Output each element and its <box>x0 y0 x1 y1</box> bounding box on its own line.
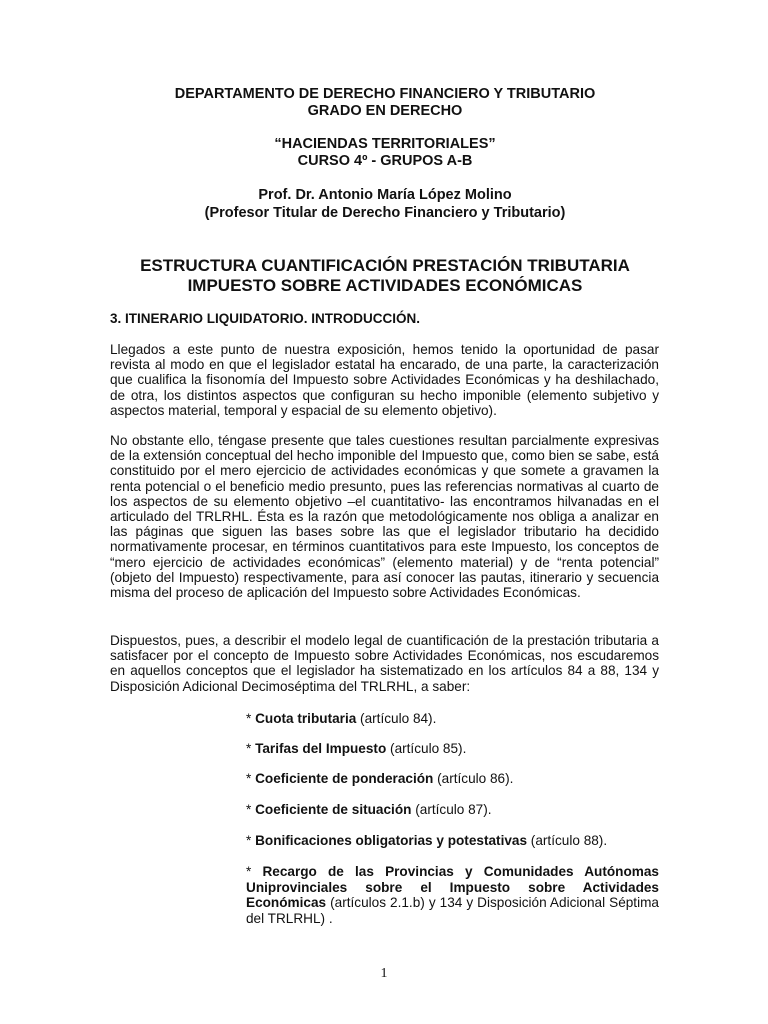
list-item-tarifas <box>246 741 659 757</box>
list-item-term: Cuota tributaria <box>255 711 357 726</box>
list-item-reference: (artículo 84). <box>356 711 437 726</box>
list-bullet: * <box>246 711 256 726</box>
list-item-reference: (artículo 85). <box>386 741 467 756</box>
list-item-term: Coeficiente de ponderación <box>255 771 434 786</box>
list-item-reference: (artículo 88). <box>527 833 608 848</box>
list-item-reference: (artículos 2.1.b) y 134 y Disposición Adicional Séptima del TRLRHL) . <box>246 895 659 926</box>
list-item-reference: (artículo 86). <box>433 771 514 786</box>
list-item-ponderacion <box>246 771 659 787</box>
section-heading: 3. ITINERARIO LIQUIDATORIO. INTRODUCCIÓN. <box>110 311 421 326</box>
paragraph-1: Llegados a este punto de nuestra exposición, hemos tenido la oportunidad de pasar revista al modo en que el legislador estatal ha encarado, de una parte, la caracterización que cualifica la fisonomía del Impuesto sobre Actividades Económicas y ha deshilachado, de otra, los distintos aspectos que configuran su hecho imponible (elemento subjetivo y aspectos material, temporal y espacial de su elemento objetivo). <box>110 342 659 418</box>
department-heading: DEPARTAMENTO DE DERECHO FINANCIERO Y TRIBUTARIO <box>174 86 596 102</box>
degree-heading: GRADO EN DERECHO <box>307 103 463 119</box>
course-name-heading: “HACIENDAS TERRITORIALES” <box>274 136 496 152</box>
list-bullet: * <box>246 802 256 817</box>
list-item-term: Bonificaciones obligatorias y potestativas <box>255 833 528 848</box>
paragraph-2: No obstante ello, téngase presente que tales cuestiones resultan parcialmente expresivas de la extensión conceptual del hecho imponible del Impuesto que, como bien se sabe, está constituido por el mero ejercicio de actividades económicas y que somete a gravamen la renta potencial o el beneficio medio presunto, pues las referencias normativas al cuarto de los aspectos de su elemento objetivo –el cuantitativo- las encontramos hilvanadas en el articulado del TRLRHL. Ésta es la razón que metodológicamente nos obliga a analizar en las páginas que siguen las bases sobre las que el legislador tributario ha decidido normativamente procesar, en términos cuantitativos para este Impuesto, los conceptos de “mero ejercicio de actividades económicas” (elemento material) y de “renta potencial” (objeto del Impuesto) respectivamente, para así conocer las pautas, itinerario y secuencia misma del proceso de aplicación del Impuesto sobre Actividades Económicas. <box>110 433 659 601</box>
list-item-bonificaciones <box>246 833 659 849</box>
professor-role: (Profesor Titular de Derecho Financiero y Tributario) <box>204 205 566 221</box>
document-title-line-2: IMPUESTO SOBRE ACTIVIDADES ECONÓMICAS <box>187 276 583 295</box>
list-item-term: Tarifas del Impuesto <box>255 741 387 756</box>
professor-name: Prof. Dr. Antonio María López Molino <box>258 187 512 203</box>
course-level-heading: CURSO 4º - GRUPOS A-B <box>297 153 473 169</box>
document-title-line-1: ESTRUCTURA CUANTIFICACIÓN PRESTACIÓN TRIBUTARIA <box>140 256 630 275</box>
list-item-situacion <box>246 802 659 818</box>
list-bullet: * <box>246 741 256 756</box>
list-bullet: * <box>246 771 256 786</box>
list-item-reference: (artículo 87). <box>411 802 492 817</box>
list-item-cuota <box>246 711 659 727</box>
list-item-term: Recargo de las Provincias y Comunidades Autónomas Uniprovinciales sobre el Impuesto sobre Actividades Económicas <box>246 864 659 910</box>
list-item-recargo <box>246 864 659 926</box>
page-number: 1 <box>380 966 388 981</box>
list-bullet: * <box>246 833 256 848</box>
paragraph-3: Dispuestos, pues, a describir el modelo legal de cuantificación de la prestación tributaria a satisfacer por el concepto de Impuesto sobre Actividades Económicas, nos escudaremos en aquellos conceptos que el legislador ha sistematizado en los artículos 84 a 88, 134 y Disposición Adicional Decimoséptima del TRLRHL, a saber: <box>110 633 659 694</box>
list-item-term: Coeficiente de situación <box>255 802 412 817</box>
list-bullet: * <box>246 864 263 879</box>
